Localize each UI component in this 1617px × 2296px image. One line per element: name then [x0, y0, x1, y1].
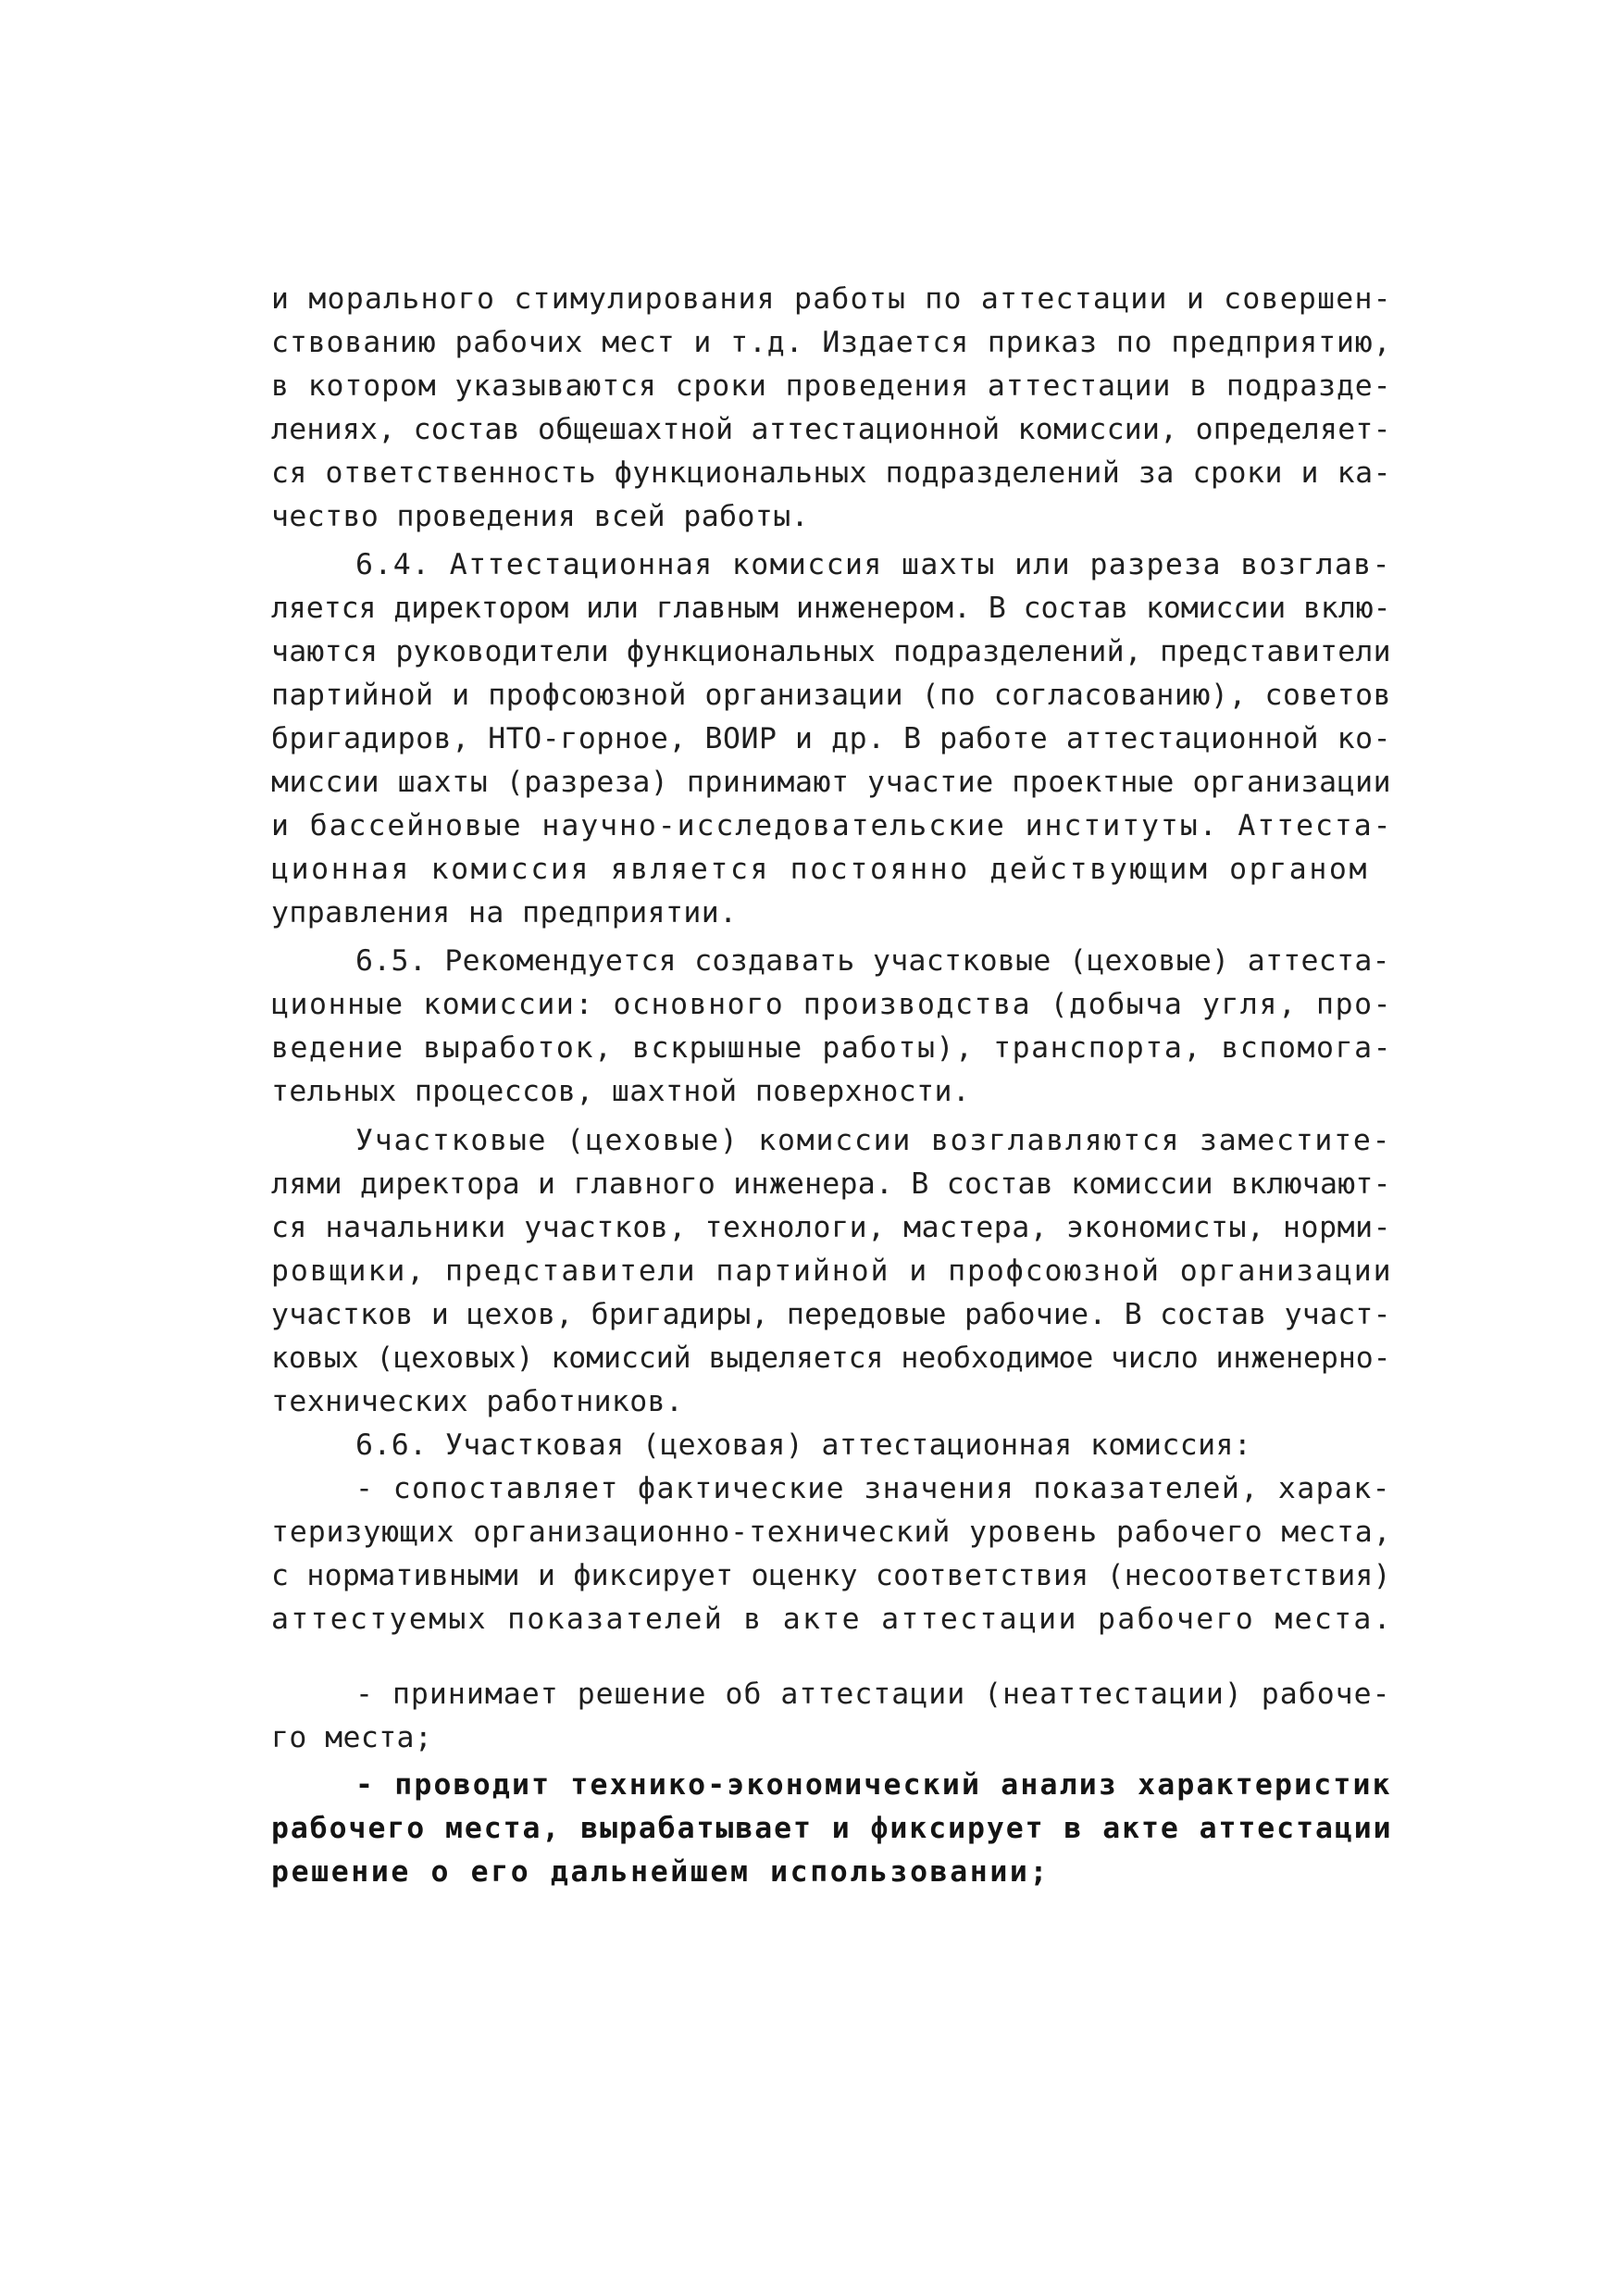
text-line: ляется директором или главным инженером. В состав комиссии вклю- — [271, 592, 1391, 625]
text-line: чаются руководители функциональных подразделений, представители — [271, 635, 1391, 668]
text-line: рабочего места, вырабатывает и фиксирует в акте аттестации — [271, 1812, 1393, 1845]
text-line: чество проведения всей работы. — [271, 500, 809, 533]
text-line: ведение выработок, вскрышные работы), транспорта, вспомога- — [271, 1031, 1393, 1065]
text-line: лями директора и главного инженера. В состав комиссии включают- — [271, 1167, 1391, 1201]
text-line: ционные комиссии: основного производства (добыча угля, про- — [271, 988, 1393, 1021]
text-line: 6.6. Участковая (цеховая) аттестационная комиссия: — [355, 1429, 1252, 1462]
text-line: миссии шахты (разреза) принимают участие проектные организации — [271, 766, 1392, 799]
text-line: ционная комиссия является постоянно действующим органом — [271, 853, 1370, 886]
text-line: технических работников. — [271, 1385, 684, 1418]
text-line: с нормативными и фиксирует оценку соответствия (несоответствия) — [271, 1559, 1391, 1592]
text-line: управления на предприятии. — [271, 896, 738, 930]
text-line: лениях, состав общешахтной аттестационной комиссии, определяет- — [271, 413, 1391, 446]
text-line: го места; — [271, 1721, 433, 1754]
text-line: партийной и профсоюзной организации (по согласованию), советов — [271, 679, 1392, 712]
text-line: Участковые (цеховые) комиссии возглавляются заместите- — [355, 1124, 1392, 1157]
text-line: аттестуемых показателей в акте аттестации рабочего места. — [271, 1603, 1393, 1636]
text-line: тельных процессов, шахтной поверхности. — [271, 1075, 971, 1108]
text-line: и бассейновые научно-исследовательские институты. Аттеста- — [271, 809, 1393, 842]
text-line: бригадиров, НТО-горное, ВОИР и др. В работе аттестационной ко- — [271, 722, 1392, 755]
text-line: ровщики, представители партийной и профсоюзной организации — [271, 1254, 1393, 1288]
text-line: - принимает решение об аттестации (неаттестации) рабоче- — [355, 1678, 1391, 1711]
text-line: ся начальники участков, технологи, мастера, экономисты, норми- — [271, 1211, 1392, 1244]
text-line: 6.5. Рекомендуется создавать участковые (цеховые) аттеста- — [355, 944, 1390, 978]
text-line: в котором указываются сроки проведения аттестации в подразде- — [271, 369, 1392, 403]
text-line: 6.4. Аттестационная комиссия шахты или разреза возглав- — [355, 548, 1391, 581]
text-line: ся ответственность функциональных подразделений за сроки и ка- — [271, 456, 1392, 490]
text-line: теризующих организационно-технический уровень рабочего места, — [271, 1516, 1392, 1549]
text-line: ковых (цеховых) комиссий выделяется необходимое число инженерно- — [271, 1341, 1391, 1375]
text-line: участков и цехов, бригадиры, передовые рабочие. В состав участ- — [271, 1298, 1391, 1331]
text-line: ствованию рабочих мест и т.д. Издается приказ по предприятию, — [271, 326, 1392, 359]
text-line: - проводит технико-экономический анализ характеристик — [355, 1768, 1392, 1802]
text-line: и морального стимулирования работы по аттестации и совершен- — [271, 282, 1392, 316]
text-line: - сопоставляет фактические значения показателей, харак- — [355, 1472, 1391, 1505]
text-line: решение о его дальнейшем использовании; — [271, 1855, 1051, 1889]
